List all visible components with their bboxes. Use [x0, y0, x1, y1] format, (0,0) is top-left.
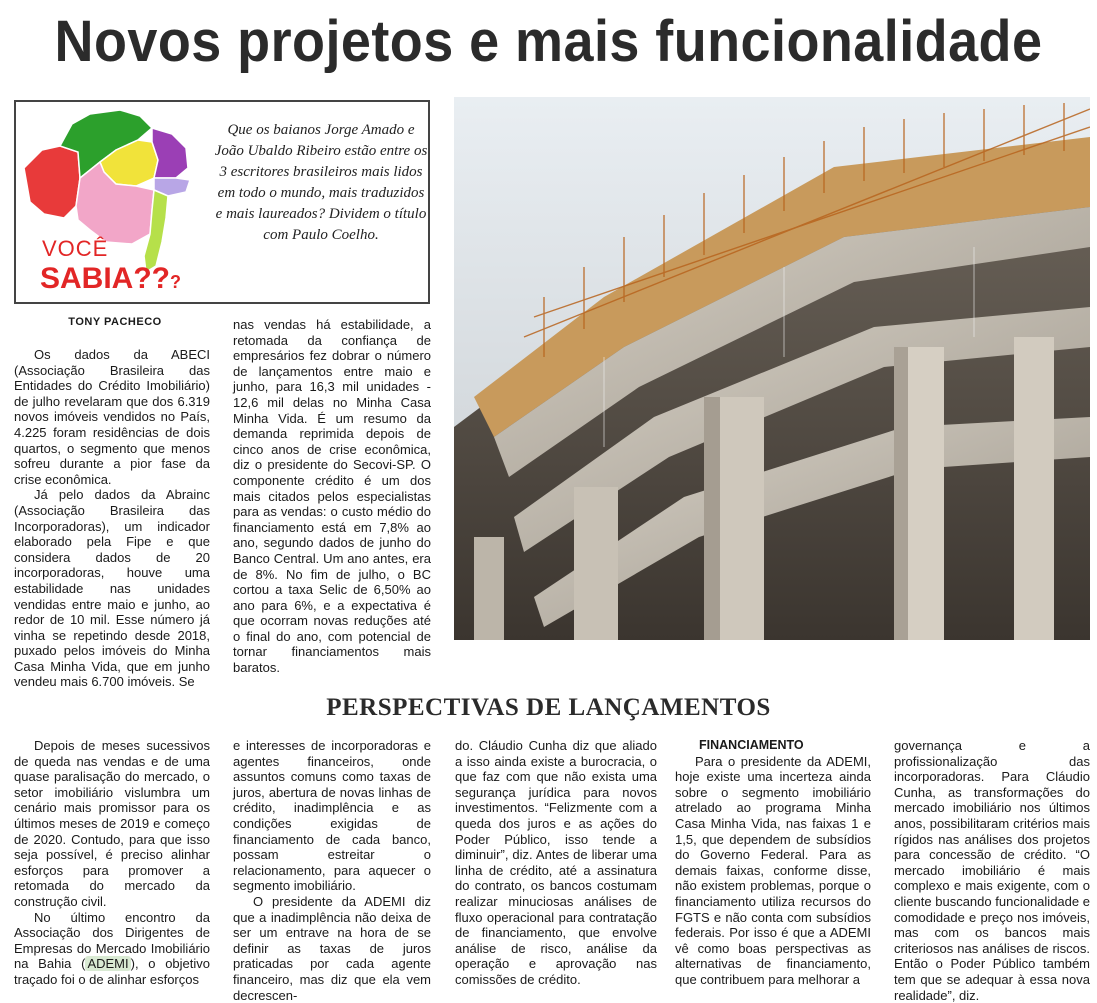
construction-photo — [454, 97, 1090, 640]
paragraph: do. Cláudio Cunha diz que aliado a isso ainda existe a burocracia, o que faz com que não exista uma segurança jurídica para novos investimentos. “Felizmente com a queda dos juros e as ações do Poder Público, isso tende a diminuir”, diz. Antes de liberar uma linha de crédito, até a assinatura do contrato, os bancos costumam realizar minuciosas análises de fluxo operacional para contratação de financiamento, que envolve análise de risco, análise da operação e aprovação nas comissões de crédito. — [455, 738, 657, 987]
map-region-west — [24, 146, 80, 218]
paragraph: governança e a profissionalização das incorporadoras. Para Cláudio Cunha, as transformações do mercado imobiliário nos últimos anos, possibilitaram critérios mais rígidos nas análises dos projetos para concessão de crédito. “O mercado imobiliário é mais complexo e mais exigente, com o cliente buscando funcionalidade e comodidade e preço nos imóveis, mas com os bancos mais criteriosos nas análises de riscos. Então o Poder Público também tem que se adequar à essa nova realidade”, diz. — [894, 738, 1090, 1003]
paragraph: Depois de meses sucessivos de queda nas vendas e de uma quase paralisação do mercado, o setor imobiliário vislumbra um cenário mais promissor para os últimos meses de 2019 e começo de 2020. Contudo, para que isso seja possível, é preciso alinhar esforços para promover a retomada do mercado da construção civil. — [14, 738, 210, 909]
article1-column-1 — [14, 347, 210, 690]
byline: TONY PACHECO — [68, 316, 162, 328]
paragraph — [14, 910, 210, 988]
financiamento-subhead: FINANCIAMENTO — [699, 738, 804, 752]
map-region-northeast — [152, 128, 188, 178]
article2-column-3 — [455, 738, 657, 988]
paragraph: Para o presidente da ADEMI, hoje existe uma incerteza ainda sobre o segmento imobiliário atrelado ao programa Minha Casa Minha Vida, nas faixas 1 e 1,5, que dependem de subsídios do Governo Federal. Para as demais faixas, conforme disse, não existem problemas, porque o financiamento utiliza recursos do FGTS e não conta com subsídios federais. Por isso é que a ADEMI vê como boas perspectivas as alternativas de financiamento, que contribuem para melhorar a — [675, 753, 871, 987]
voce-sabia-box — [14, 100, 430, 304]
headline: Novos projetos e mais funcionalidade — [54, 9, 1043, 74]
ademi-highlight: ADEMI — [87, 956, 129, 972]
sabia-label — [40, 262, 181, 296]
voce-label: VOCÊ — [42, 236, 109, 261]
article2-column-2 — [233, 738, 431, 1003]
paragraph: nas vendas há estabilidade, a retomada da confiança de empresários fez dobrar o número de lançamentos entre maio e junho, para 16,3 mil unidades - 12,6 mil delas no Minha Casa Minha Vida. É um resumo da demanda reprimida depois de cinco anos de crise econômica, diz o presidente do Secovi-SP. O componente crédito é um dos mais citados pelos especialistas para as vendas: o custo médio do financiamento está em 7,8% ao ano, segundo dados de junho do Banco Central. Um ano antes, era de 8%. No fim de julho, o BC cortou a taxa Selic de 6,50% ao ano para 6%, e a expectativa é que ocorram novas reduções até o final do ano, com potencial de tornar financiamentos mais baratos. — [233, 317, 431, 676]
sabia-text: Que os baianos Jorge Amado e João Ubaldo Ribeiro estão entre os 3 escritores brasileiros mais lidos em todo o mundo, mais traduzidos e mais laureados? Dividem o título com Paulo Coelho. — [214, 122, 428, 243]
article2-column-4 — [675, 738, 871, 988]
article2-column-1 — [14, 738, 210, 988]
paragraph: e interesses de incorporadoras e agentes financeiros, onde assuntos comuns como taxas de juros, abertura de novas linhas de crédito, inadimplência e as condições exigidas de financiamento de cada banco, possam estreitar o relacionamento, para aquecer o segmento imobiliário. — [233, 738, 431, 894]
section-title: PERSPECTIVAS DE LANÇAMENTOS — [326, 694, 771, 721]
sabia-small-question: ? — [170, 272, 181, 292]
paragraph: O presidente da ADEMI diz que a inadimplência não deixa de ser um entrave na hora de se definir as taxas de juros praticadas por cada agente financeiro, mas diz que ela vem decrescen- — [233, 893, 431, 1003]
text-span: ), o objetivo traçado foi o de alinhar esforços — [14, 956, 211, 987]
article1-column-2 — [233, 317, 431, 676]
article2-column-5 — [894, 738, 1090, 1003]
building-under-construction-icon — [454, 97, 1090, 640]
sabia-word: SABIA?? — [40, 262, 170, 295]
text-span: No último encontro da Associação dos Dirigentes de Empresas do Mercado Imobiliário na Bahia ( — [14, 909, 210, 972]
paragraph: Já pelo dados da Abrainc (Associação Brasileira das Incorporadoras), um indicador elaborado pela Fipe e que considera dados de 20 incorporadoras, houve uma estabilidade nas unidades vendidas entre maio e junho, ao redor de 10 mil. Esse número já vinha se repetindo desde 2018, puxado pelos imóveis do Minha Casa Minha Vida, que em junho vendeu mais 6.700 imóveis. Se — [14, 487, 210, 690]
paragraph: Os dados da ABECI (Associação Brasileira das Entidades do Crédito Imobiliário) de julho revelaram que dos 6.319 novos imóveis vendidos no País, 4.225 foram residências de dois quartos, o segmento que menos sofreu durante a pior fase da crise econômica. — [14, 347, 210, 487]
